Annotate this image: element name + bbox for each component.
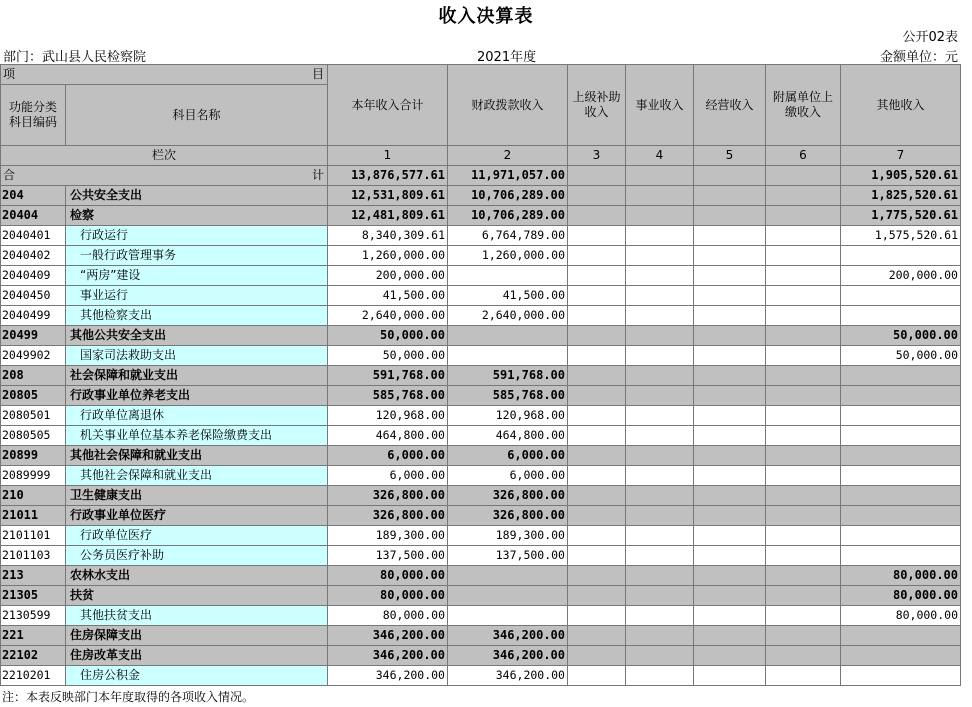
table-row [1, 246, 961, 266]
amount-cell: 6,000.00 [328, 446, 448, 466]
income-table [0, 64, 961, 686]
table-row [1, 666, 961, 686]
table-row [1, 226, 961, 246]
amount-cell [766, 646, 841, 666]
amount-cell [694, 246, 766, 266]
subject-name: 机关事业单位基本养老保险缴费支出 [66, 426, 328, 446]
amount-cell [568, 226, 626, 246]
amount-cell [766, 606, 841, 626]
amount-cell [694, 366, 766, 386]
amount-cell [626, 186, 694, 206]
amount-cell [568, 246, 626, 266]
amount-cell [448, 326, 568, 346]
subject-name: 公务员医疗补助 [66, 546, 328, 566]
subject-code: 20899 [1, 446, 66, 466]
total-label-left: 合 [3, 168, 16, 182]
subject-name: 卫生健康支出 [66, 486, 328, 506]
amount-cell [626, 286, 694, 306]
amount-cell: 464,800.00 [448, 426, 568, 446]
amount-cell [568, 666, 626, 686]
subject-name: 检察 [66, 206, 328, 226]
lanci-row [1, 146, 961, 166]
col-header-7: 其他收入 [841, 65, 961, 146]
code-col-header: 功能分类科目编码 [1, 85, 66, 146]
amount-cell: 346,200.00 [448, 666, 568, 686]
subject-name: 住房公积金 [66, 666, 328, 686]
amount-cell: 50,000.00 [841, 326, 961, 346]
amount-cell [766, 466, 841, 486]
total-row [1, 166, 961, 186]
amount-cell: 12,481,809.61 [328, 206, 448, 226]
amount-cell: 346,200.00 [328, 646, 448, 666]
amount-cell: 2,640,000.00 [448, 306, 568, 326]
amount-cell [841, 486, 961, 506]
amount-cell [766, 486, 841, 506]
amount-cell [766, 286, 841, 306]
subject-name: “两房”建设 [66, 266, 328, 286]
subject-name: 其他社会保障和就业支出 [66, 446, 328, 466]
amount-cell [568, 646, 626, 666]
amount-cell [766, 186, 841, 206]
col-header-4: 事业收入 [626, 65, 694, 146]
subject-name: 其他社会保障和就业支出 [66, 466, 328, 486]
amount-cell: 189,300.00 [448, 526, 568, 546]
total-value [568, 166, 626, 186]
amount-cell [626, 466, 694, 486]
form-number: 公开02表 [902, 30, 958, 45]
amount-cell [766, 326, 841, 346]
amount-cell [626, 606, 694, 626]
subject-code: 2040409 [1, 266, 66, 286]
amount-cell: 326,800.00 [448, 486, 568, 506]
col-num: 3 [568, 146, 626, 166]
amount-cell: 326,800.00 [448, 506, 568, 526]
amount-cell: 346,200.00 [448, 646, 568, 666]
amount-cell [626, 386, 694, 406]
col-num: 6 [766, 146, 841, 166]
amount-cell [626, 446, 694, 466]
lanci-label: 栏次 [1, 146, 328, 166]
amount-cell: 585,768.00 [448, 386, 568, 406]
total-label-right: 计 [311, 168, 324, 182]
subject-name: 其他公共安全支出 [66, 326, 328, 346]
total-value [694, 166, 766, 186]
amount-cell: 120,968.00 [448, 406, 568, 426]
subject-code: 2101103 [1, 546, 66, 566]
table-row [1, 186, 961, 206]
total-label-cell [1, 166, 328, 186]
subject-code: 213 [1, 566, 66, 586]
table-row [1, 326, 961, 346]
table-row [1, 346, 961, 366]
table-row [1, 606, 961, 626]
amount-cell: 80,000.00 [328, 606, 448, 626]
subject-name: 扶贫 [66, 586, 328, 606]
amount-cell [448, 346, 568, 366]
amount-cell [626, 406, 694, 426]
amount-cell: 10,706,289.00 [448, 206, 568, 226]
col-header-2: 财政拨款收入 [448, 65, 568, 146]
amount-cell: 137,500.00 [448, 546, 568, 566]
col-num: 1 [328, 146, 448, 166]
amount-cell: 1,575,520.61 [841, 226, 961, 246]
amount-cell [766, 366, 841, 386]
amount-cell: 8,340,309.61 [328, 226, 448, 246]
amount-cell: 346,200.00 [448, 626, 568, 646]
amount-cell [841, 546, 961, 566]
total-value: 11,971,057.00 [448, 166, 568, 186]
amount-cell: 80,000.00 [328, 566, 448, 586]
amount-cell: 326,800.00 [328, 486, 448, 506]
amount-cell [841, 426, 961, 446]
table-row [1, 426, 961, 446]
amount-cell [766, 546, 841, 566]
amount-cell [626, 226, 694, 246]
amount-cell [694, 306, 766, 326]
amount-cell [766, 246, 841, 266]
table-row [1, 366, 961, 386]
table-row [1, 266, 961, 286]
amount-cell: 12,531,809.61 [328, 186, 448, 206]
amount-cell: 41,500.00 [328, 286, 448, 306]
subject-code: 20805 [1, 386, 66, 406]
amount-cell [568, 506, 626, 526]
amount-cell [766, 346, 841, 366]
amount-cell [626, 266, 694, 286]
table-row [1, 466, 961, 486]
amount-cell [626, 206, 694, 226]
amount-cell [694, 486, 766, 506]
amount-cell [766, 506, 841, 526]
amount-cell [568, 326, 626, 346]
amount-cell: 326,800.00 [328, 506, 448, 526]
amount-cell: 346,200.00 [328, 666, 448, 686]
col-header-3: 上级补助收入 [568, 65, 626, 146]
amount-cell [841, 626, 961, 646]
amount-cell [626, 566, 694, 586]
amount-cell [568, 446, 626, 466]
name-col-header: 科目名称 [66, 85, 328, 146]
amount-cell [694, 506, 766, 526]
amount-cell [694, 526, 766, 546]
footnote: 注：本表反映部门本年度取得的各项收入情况。 [2, 690, 255, 704]
table-row [1, 526, 961, 546]
amount-cell [626, 486, 694, 506]
amount-cell [626, 366, 694, 386]
year-label: 2021年度 [477, 50, 537, 65]
subject-name: 行政单位离退休 [66, 406, 328, 426]
subject-code: 22102 [1, 646, 66, 666]
subject-name: 行政事业单位医疗 [66, 506, 328, 526]
amount-cell: 80,000.00 [841, 586, 961, 606]
amount-cell [766, 526, 841, 546]
amount-cell [766, 226, 841, 246]
amount-cell: 1,775,520.61 [841, 206, 961, 226]
amount-cell: 189,300.00 [328, 526, 448, 546]
amount-cell [694, 226, 766, 246]
amount-cell [626, 306, 694, 326]
subject-name: 行政运行 [66, 226, 328, 246]
amount-cell [766, 446, 841, 466]
amount-cell [568, 286, 626, 306]
amount-cell: 591,768.00 [328, 366, 448, 386]
amount-cell [841, 466, 961, 486]
subject-name: 一般行政管理事务 [66, 246, 328, 266]
col-header-1: 本年收入合计 [328, 65, 448, 146]
amount-cell: 585,768.00 [328, 386, 448, 406]
table-row [1, 626, 961, 646]
subject-code: 2040402 [1, 246, 66, 266]
amount-cell: 80,000.00 [328, 586, 448, 606]
amount-cell [694, 186, 766, 206]
amount-cell: 464,800.00 [328, 426, 448, 446]
amount-cell: 2,640,000.00 [328, 306, 448, 326]
subject-code: 2040401 [1, 226, 66, 246]
amount-cell [766, 206, 841, 226]
header-row-item [1, 65, 961, 85]
amount-cell [766, 426, 841, 446]
amount-cell [568, 386, 626, 406]
amount-cell: 10,706,289.00 [448, 186, 568, 206]
amount-cell [694, 606, 766, 626]
amount-cell: 1,825,520.61 [841, 186, 961, 206]
amount-cell [448, 566, 568, 586]
amount-cell: 6,000.00 [448, 466, 568, 486]
amount-cell [766, 266, 841, 286]
table-row [1, 446, 961, 466]
subject-code: 2089999 [1, 466, 66, 486]
col-header-6: 附属单位上缴收入 [766, 65, 841, 146]
subject-code: 2101101 [1, 526, 66, 546]
subject-code: 20404 [1, 206, 66, 226]
amount-cell: 6,764,789.00 [448, 226, 568, 246]
subject-code: 21305 [1, 586, 66, 606]
subject-name: 农林水支出 [66, 566, 328, 586]
item-header-right: 目 [311, 67, 324, 81]
amount-cell [841, 666, 961, 686]
amount-cell [448, 586, 568, 606]
total-value: 13,876,577.61 [328, 166, 448, 186]
subject-name: 行政单位医疗 [66, 526, 328, 546]
amount-cell [694, 466, 766, 486]
amount-cell [626, 666, 694, 686]
amount-cell [766, 306, 841, 326]
amount-cell [568, 526, 626, 546]
amount-cell [694, 626, 766, 646]
table-row [1, 406, 961, 426]
amount-cell [694, 666, 766, 686]
amount-cell [766, 626, 841, 646]
amount-cell: 41,500.00 [448, 286, 568, 306]
amount-cell: 6,000.00 [328, 466, 448, 486]
amount-cell: 6,000.00 [448, 446, 568, 466]
amount-cell [568, 306, 626, 326]
col-num: 2 [448, 146, 568, 166]
amount-cell [841, 406, 961, 426]
amount-cell [694, 646, 766, 666]
table-row [1, 486, 961, 506]
table-row [1, 586, 961, 606]
item-header-left: 项 [3, 67, 16, 81]
subject-name: 住房改革支出 [66, 646, 328, 666]
amount-cell [841, 526, 961, 546]
amount-cell: 200,000.00 [328, 266, 448, 286]
table-row [1, 306, 961, 326]
amount-cell [841, 306, 961, 326]
amount-cell [694, 346, 766, 366]
amount-cell [568, 466, 626, 486]
amount-cell: 80,000.00 [841, 566, 961, 586]
amount-cell [766, 406, 841, 426]
amount-cell [568, 426, 626, 446]
amount-cell: 1,260,000.00 [328, 246, 448, 266]
table-row [1, 206, 961, 226]
amount-cell [694, 426, 766, 446]
subject-name: 国家司法救助支出 [66, 346, 328, 366]
subject-name: 住房保障支出 [66, 626, 328, 646]
subject-code: 2040499 [1, 306, 66, 326]
amount-cell: 50,000.00 [328, 326, 448, 346]
table-row [1, 386, 961, 406]
amount-cell [694, 386, 766, 406]
total-value: 1,905,520.61 [841, 166, 961, 186]
subject-name: 其他检察支出 [66, 306, 328, 326]
subject-name: 社会保障和就业支出 [66, 366, 328, 386]
amount-cell [626, 626, 694, 646]
subject-code: 2210201 [1, 666, 66, 686]
table-row [1, 646, 961, 666]
unit-label: 金额单位：元 [879, 50, 958, 65]
amount-cell [626, 246, 694, 266]
amount-cell [841, 446, 961, 466]
amount-cell [766, 666, 841, 686]
amount-cell [841, 286, 961, 306]
col-num: 7 [841, 146, 961, 166]
amount-cell [626, 346, 694, 366]
table-row [1, 506, 961, 526]
subject-code: 221 [1, 626, 66, 646]
amount-cell [568, 346, 626, 366]
amount-cell [568, 406, 626, 426]
amount-cell [568, 586, 626, 606]
amount-cell [448, 266, 568, 286]
total-value [766, 166, 841, 186]
total-value [626, 166, 694, 186]
amount-cell [841, 366, 961, 386]
subject-code: 21011 [1, 506, 66, 526]
amount-cell [626, 526, 694, 546]
item-header-cell [1, 65, 328, 85]
amount-cell [694, 546, 766, 566]
col-num: 5 [694, 146, 766, 166]
amount-cell [626, 586, 694, 606]
amount-cell [841, 646, 961, 666]
amount-cell [568, 186, 626, 206]
amount-cell [694, 326, 766, 346]
subject-code: 204 [1, 186, 66, 206]
amount-cell [841, 506, 961, 526]
amount-cell: 346,200.00 [328, 626, 448, 646]
table-row [1, 286, 961, 306]
amount-cell [841, 246, 961, 266]
amount-cell [626, 506, 694, 526]
amount-cell [694, 266, 766, 286]
report-title: 收入决算表 [438, 6, 534, 27]
amount-cell [568, 266, 626, 286]
subject-code: 2040450 [1, 286, 66, 306]
subject-name: 公共安全支出 [66, 186, 328, 206]
amount-cell: 1,260,000.00 [448, 246, 568, 266]
amount-cell: 50,000.00 [841, 346, 961, 366]
subject-code: 2049902 [1, 346, 66, 366]
subject-code: 2080501 [1, 406, 66, 426]
subject-code: 210 [1, 486, 66, 506]
subject-code: 208 [1, 366, 66, 386]
amount-cell [626, 646, 694, 666]
amount-cell [626, 326, 694, 346]
amount-cell [568, 606, 626, 626]
amount-cell [766, 566, 841, 586]
subject-code: 20499 [1, 326, 66, 346]
amount-cell [694, 586, 766, 606]
amount-cell [626, 546, 694, 566]
amount-cell [694, 206, 766, 226]
amount-cell [568, 206, 626, 226]
amount-cell: 137,500.00 [328, 546, 448, 566]
amount-cell [694, 446, 766, 466]
amount-cell [568, 566, 626, 586]
amount-cell [448, 606, 568, 626]
subject-code: 2080505 [1, 426, 66, 446]
subject-code: 2130599 [1, 606, 66, 626]
subject-name: 事业运行 [66, 286, 328, 306]
amount-cell [626, 426, 694, 446]
amount-cell [694, 406, 766, 426]
subject-name: 其他扶贫支出 [66, 606, 328, 626]
amount-cell [568, 486, 626, 506]
amount-cell [766, 386, 841, 406]
subject-name: 行政事业单位养老支出 [66, 386, 328, 406]
amount-cell [568, 626, 626, 646]
table-row [1, 546, 961, 566]
amount-cell: 120,968.00 [328, 406, 448, 426]
amount-cell [841, 386, 961, 406]
amount-cell: 80,000.00 [841, 606, 961, 626]
amount-cell [766, 586, 841, 606]
amount-cell [694, 566, 766, 586]
amount-cell [568, 546, 626, 566]
amount-cell [694, 286, 766, 306]
table-row [1, 566, 961, 586]
amount-cell [568, 366, 626, 386]
department-label: 部门：武山县人民检察院 [3, 50, 147, 65]
amount-cell: 200,000.00 [841, 266, 961, 286]
amount-cell: 50,000.00 [328, 346, 448, 366]
col-header-5: 经营收入 [694, 65, 766, 146]
amount-cell: 591,768.00 [448, 366, 568, 386]
col-num: 4 [626, 146, 694, 166]
